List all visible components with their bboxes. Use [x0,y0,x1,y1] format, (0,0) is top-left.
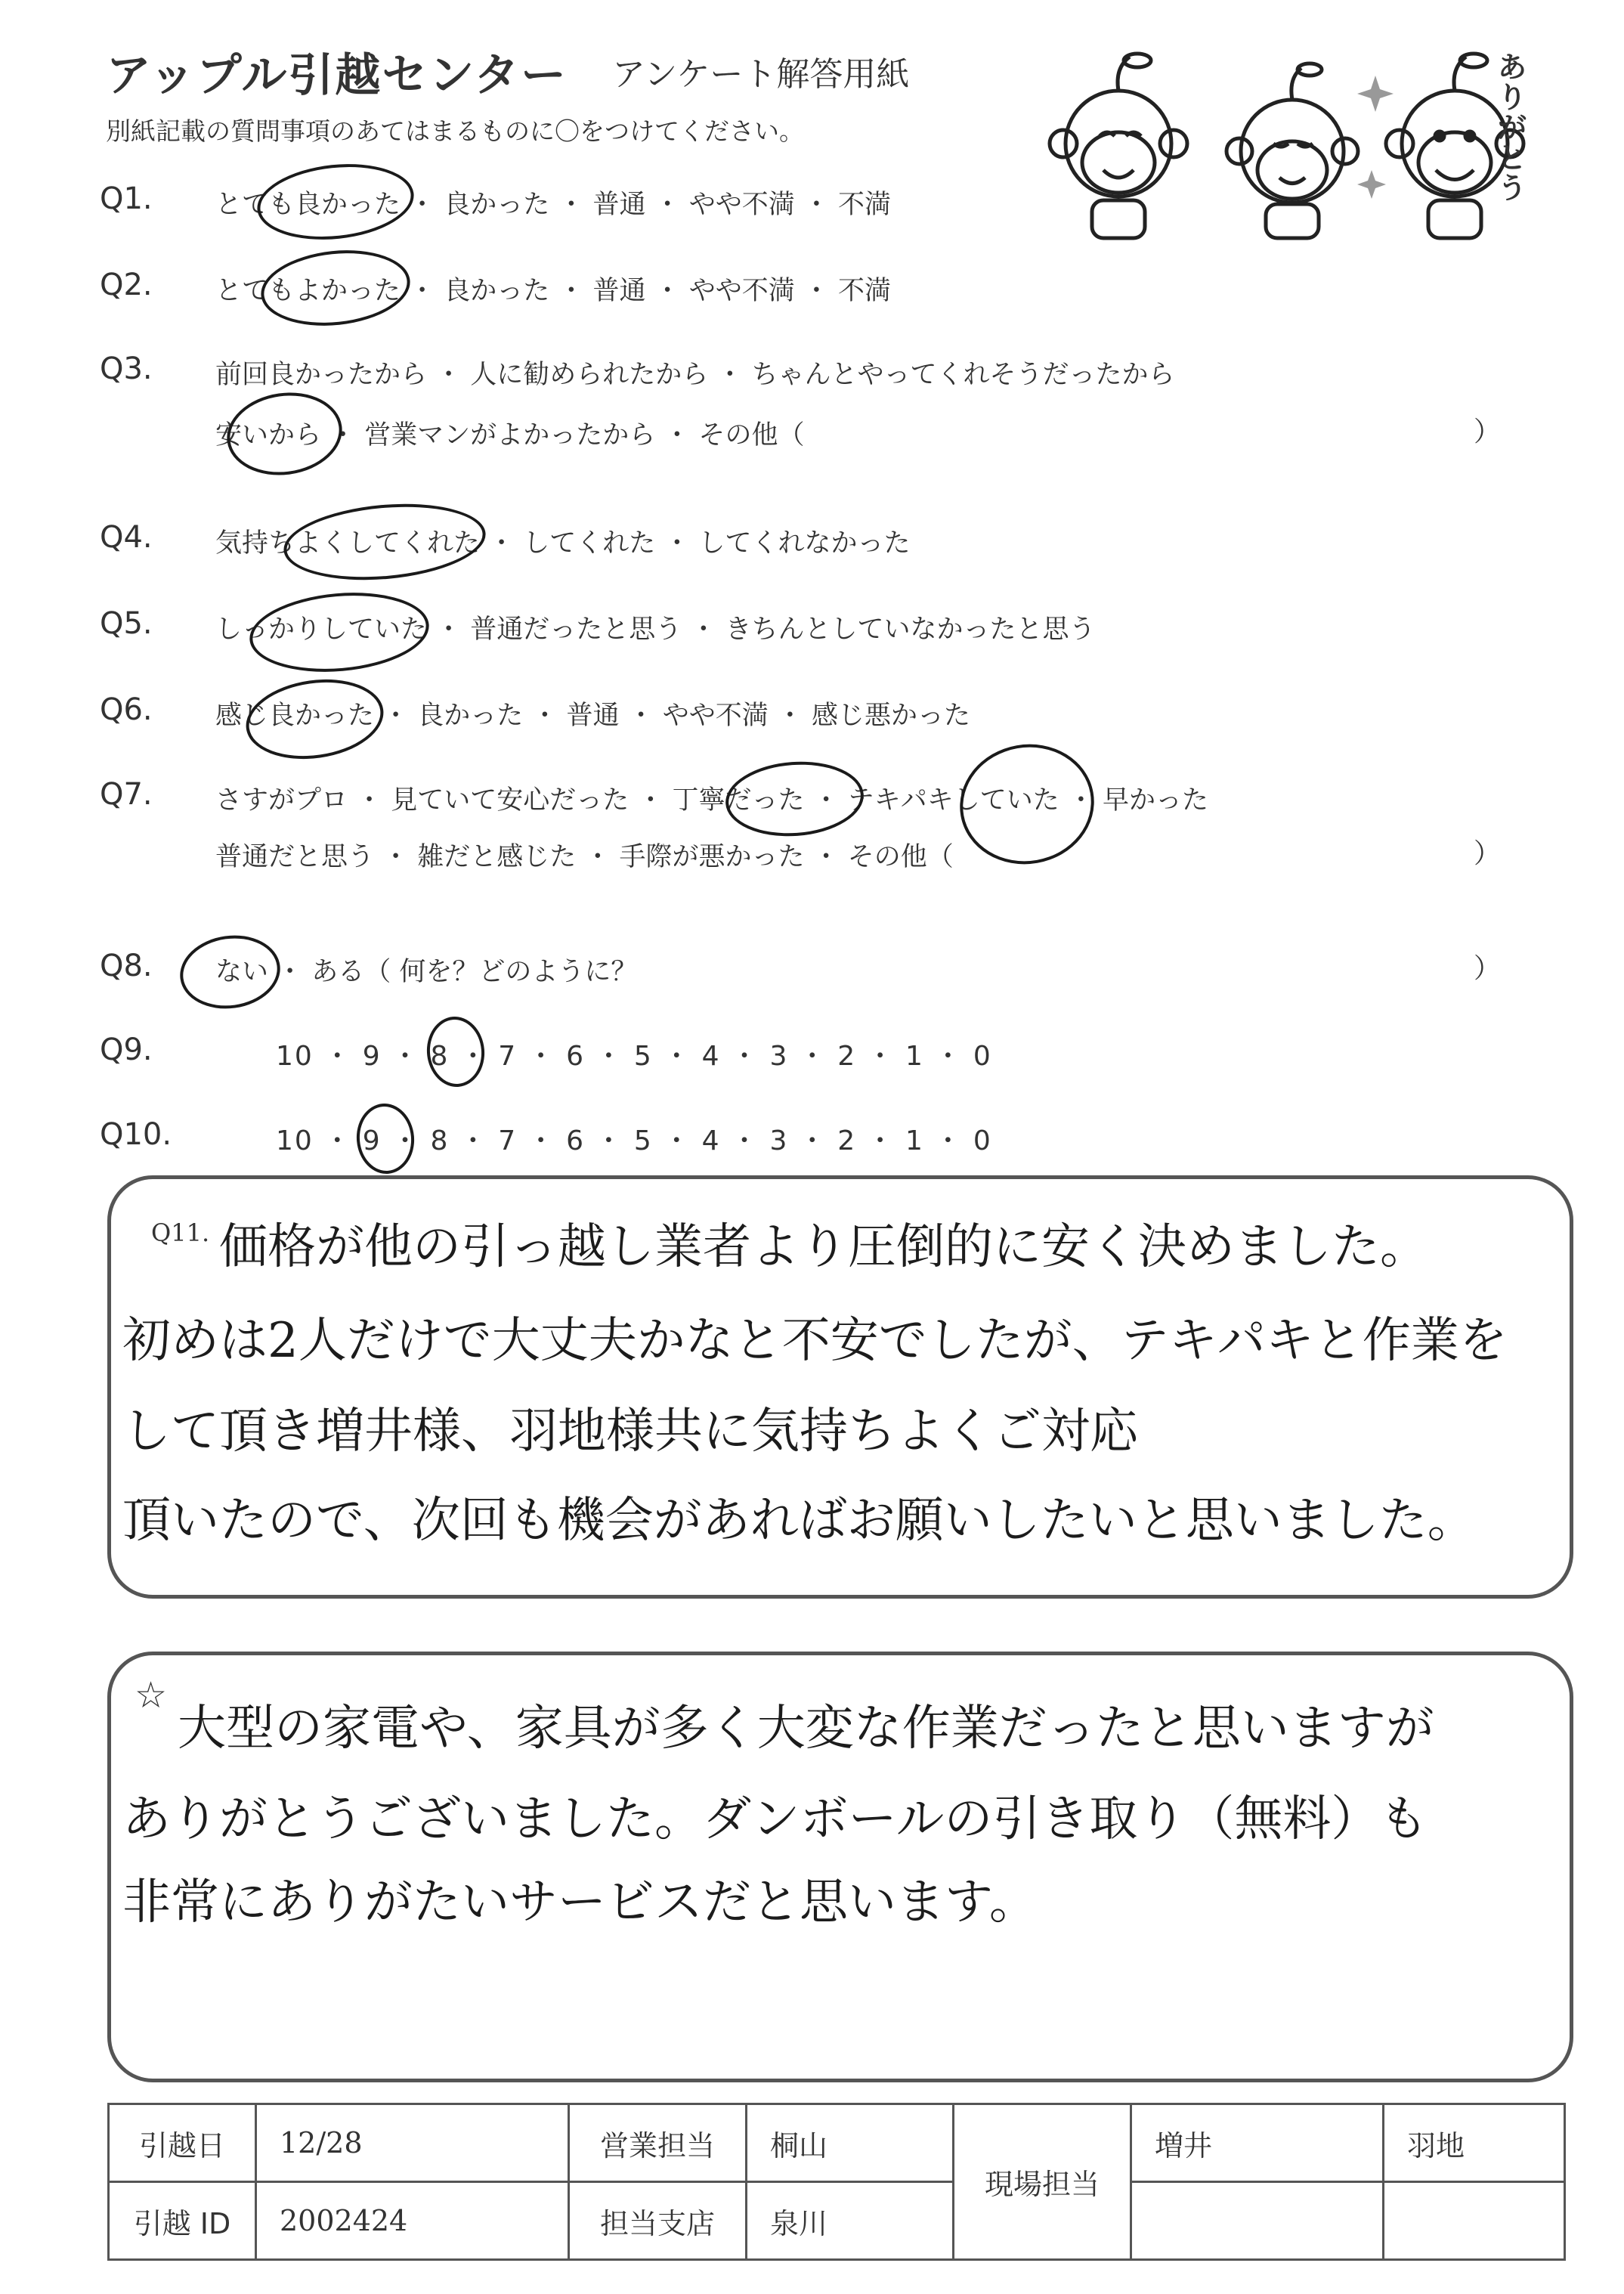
q2-number: Q2. [100,268,153,302]
q11-handwriting-line1: 価格が他の引っ越し業者より圧倒的に安く決めました。 [219,1219,1428,1275]
sales-label: 営業担当 [569,2104,747,2182]
site-staff-3-value [1131,2182,1384,2260]
answer-circle-q5 [246,586,432,679]
mascot-illustration [1032,30,1553,242]
q6-number: Q6. [100,692,153,727]
answer-circle-q4 [280,497,489,588]
sales-person-value: 桐山 [747,2104,954,2182]
q7-close-paren: ） [1474,838,1502,869]
comment-handwriting-line1: 大型の家電や、家具が多く大変な作業だったと思いますが [178,1701,1434,1757]
q3-close-paren: ） [1474,416,1502,447]
move-date-label: 引越日 [109,2104,256,2182]
q6-options: 感じ良かった ・ 良かった ・ 普通 ・ やや不満 ・ 感じ悪かった [215,701,971,731]
site-staff-label: 現場担当 [954,2104,1131,2260]
q5-number: Q5. [100,606,153,641]
comment-handwriting-line2: ありがとうございました。ダンボールの引き取り（無料）も [122,1791,1428,1847]
answer-circle-q7-efficient [951,734,1104,875]
q8-options: ない ・ ある（ 何を？どのように？ [215,957,638,987]
q11-label: Q11. [151,1218,210,1247]
q11-handwriting-line3: して頂き増井様、羽地様共に気持ちよくご対応 [122,1404,1138,1460]
q9-scale: 10 ・ 9 ・ 8 ・ 7 ・ 6 ・ 5 ・ 4 ・ 3 ・ 2 ・ 1 ・ 0 [276,1041,992,1072]
q4-options: 気持ちよくしてくれた ・ してくれた ・ してくれなかった [215,528,911,559]
q2-options: とてもよかった ・ 良かった ・ 普通 ・ やや不満 ・ 不満 [215,276,892,306]
answer-circle-q2 [257,243,413,333]
move-id-value: 2002424 [256,2182,569,2260]
answer-circle-q7-polite [723,757,866,841]
q9-number: Q9. [100,1032,153,1067]
q7-number: Q7. [100,777,153,812]
q10-number: Q10. [100,1117,172,1152]
q11-handwriting-line4: 頂いたので、次回も機会があればお願いしたいと思いました。 [122,1493,1476,1549]
site-staff-2-value: 羽地 [1384,2104,1565,2182]
q7-options-line2: 普通だと思う ・ 雑だと感じた ・ 手際が悪かった ・ その他（ [215,842,954,872]
instruction-text: 別紙記載の質問事項のあてはまるものに〇をつけてください。 [106,116,804,146]
answer-circle-q10 [354,1101,417,1176]
answer-circle-q8 [175,929,285,1015]
answer-circle-q6 [241,671,389,767]
answer-circle-q1 [253,156,417,246]
q4-number: Q4. [100,520,153,555]
q1-options: とても良かった ・ 良かった ・ 普通 ・ やや不満 ・ 不満 [215,190,892,220]
q7-options-line1: さすがプロ ・ 見ていて安心だった ・ 丁寧だった ・ テキパキしていた ・ 早かった [215,785,1209,816]
q1-number: Q1. [100,181,153,216]
site-staff-4-value [1384,2182,1565,2260]
branch-value: 泉川 [747,2182,954,2260]
move-info-table [107,2103,1566,2261]
thanks-text: ありがとう [1498,51,1527,205]
q3-number: Q3. [100,351,153,386]
move-id-label: 引越 ID [109,2182,256,2260]
q11-handwriting-line2: 初めは2人だけで大丈夫かなと不安でしたが、テキパキと作業を [122,1313,1508,1369]
form-title: アップル引越センター [106,49,568,102]
star-icon: ☆ [135,1674,168,1717]
answer-circle-q3 [221,385,348,482]
q3-options-line2: 安いから ・ 営業マンがよかったから ・ その他（ [215,420,805,450]
q8-close-paren: ） [1474,953,1502,984]
q8-number: Q8. [100,949,153,983]
q10-scale: 10 ・ 9 ・ 8 ・ 7 ・ 6 ・ 5 ・ 4 ・ 3 ・ 2 ・ 1 ・ 0 [276,1125,992,1156]
site-staff-1-value: 増井 [1131,2104,1384,2182]
branch-label: 担当支店 [569,2182,747,2260]
comment-handwriting-line3: 非常にありがたいサービスだと思います。 [122,1875,1038,1930]
form-subtitle: アンケート解答用紙 [612,55,910,94]
q5-options: しっかりしていた ・ 普通だったと思う ・ きちんとしていなかったと思う [215,615,1096,645]
move-date-value: 12/28 [256,2104,569,2182]
q3-options-line1: 前回良かったから ・ 人に勧められたから ・ ちゃんとやってくれそうだったから [215,360,1175,390]
answer-circle-q9 [424,1014,487,1089]
